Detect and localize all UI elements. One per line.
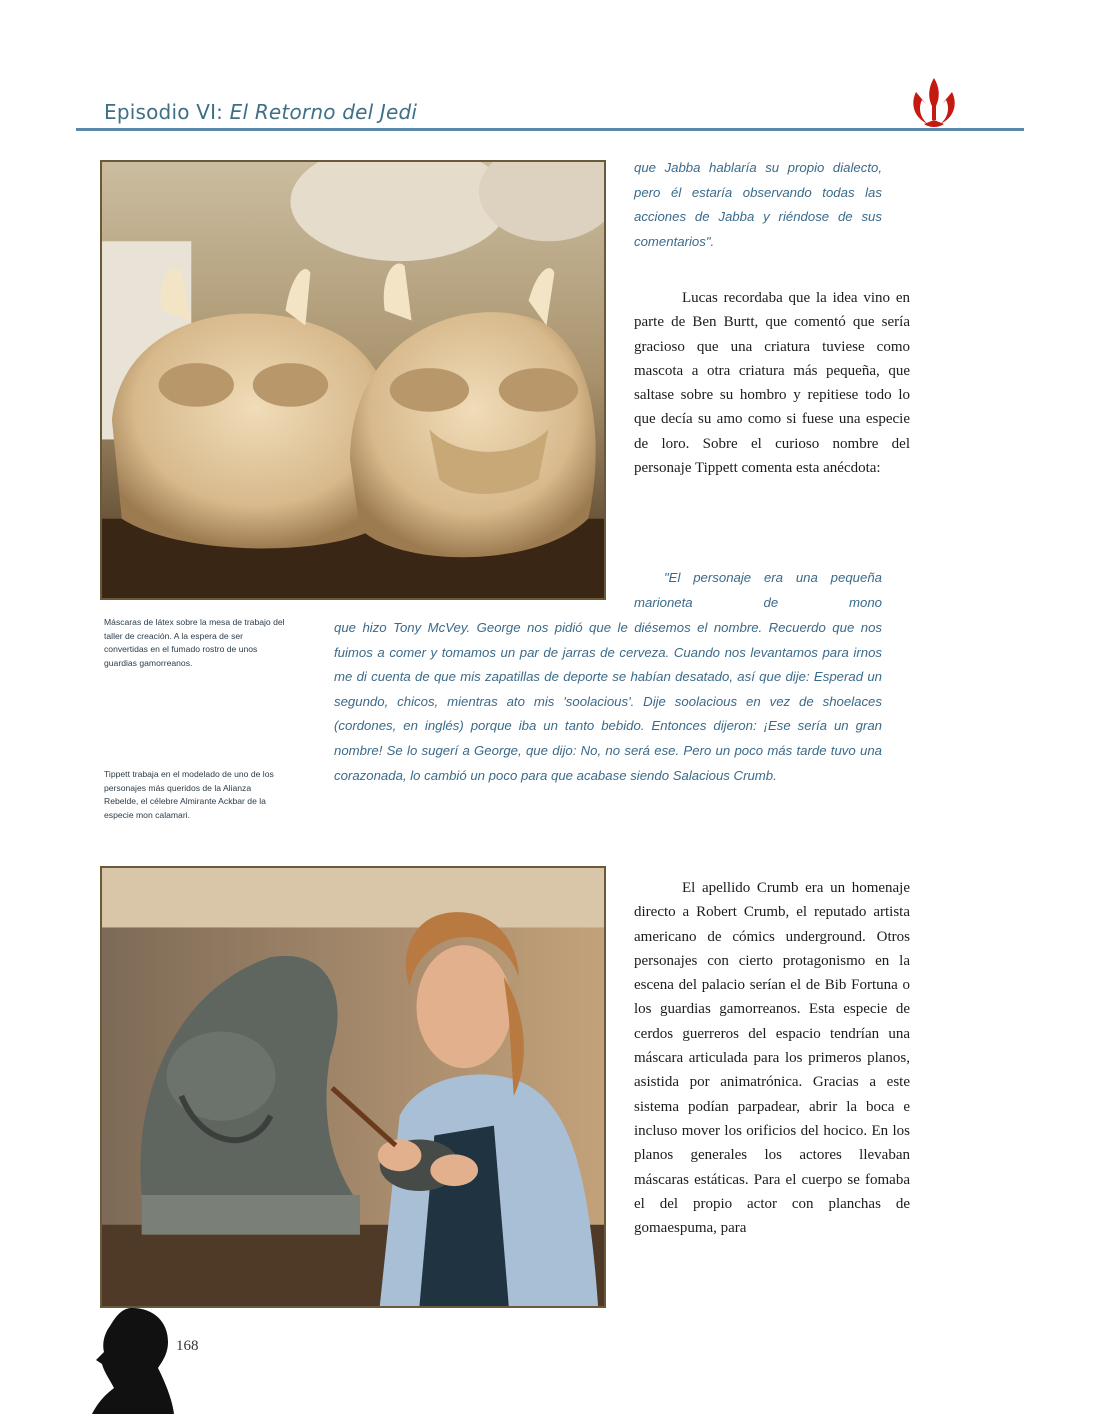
- body-paragraph-1: Lucas recordaba que la idea vino en parte de Ben Burtt, que comentó que sería gracioso que una criatura tuviese como mascota a otra criatura más pequeña, que saltase sobre su hombro y repitiese todo lo que decía su amo como si fuese una especie de loro. Sobre el curioso nombre del personaje Tippett comenta esta anécdota:: [634, 290, 910, 477]
- quote-continuation: que Jabba hablaría su propio dialecto, pero él estaría observando todas las acciones de Jabba y riéndose de sus comentarios".: [634, 160, 882, 249]
- quote-opening: [634, 566, 882, 615]
- caption-latex-masks: Máscaras de látex sobre la mesa de trabajo del taller de creación. A la espera de ser convertidas en el fumado rostro de unos guardias gamorreanos.: [104, 617, 285, 668]
- header-rule: [76, 128, 1024, 131]
- chapter-header-prefix: Episodio VI:: [104, 100, 230, 124]
- chapter-header-title: El Retorno del Jedi: [229, 100, 418, 124]
- body-paragraph-2: El apellido Crumb era un homenaje directo a Robert Crumb, el reputado artista americano de cómics underground. Otros personajes con cierto protagonismo en la escena del palacio serían el de Bib Fortuna o los guardias gamorreanos. Esta especie de cerdos guerreros del espacio tendrían una máscara articulada para los primeros planos, asistida por animatrónica. Gracias a este sistema podían parpadear, abrir la boca e incluso mover los orificios del hocico. En los planos generales los actores llevaban máscaras estáticas. Para el cuerpo se fomaba el del propio actor con planchas de gomaespuma, para: [634, 880, 910, 1237]
- quote-opening-text: "El personaje era una pequeña marioneta de mono: [634, 570, 882, 610]
- chapter-header: [104, 100, 417, 124]
- latex-masks-photo: [100, 160, 606, 600]
- caption-tippett: Tippett trabaja en el modelado de uno de los personajes más queridos de la Alianza Rebelde, el célebre Almirante Ackbar de la especie mon calamari.: [104, 769, 274, 820]
- tippett-sculpting-photo: [100, 866, 606, 1308]
- rebel-alliance-insignia-icon: [906, 74, 962, 130]
- page-number: 168: [176, 1338, 199, 1354]
- hooded-profile-silhouette-icon: [92, 1308, 174, 1414]
- salacious-crumb-quote: que hizo Tony McVey. George nos pidió que le diésemos el nombre. Recuerdo que nos fuimos a comer y tomamos un par de jarras de cerveza. Cuando nos levantamos para irnos me di cuenta de que mis zapatillas de deporte se habían desatado, así que dije: Esperad un segundo, chicos, mientras ato mis 'soolacious'. Dije soolacious en vez de shoelaces (cordones, en inglés) porque iba un tanto bebido. Entonces dijeron: ¡Ese sería un gran nombre! Se lo sugerí a George, que dijo: No, no será ese. Pero un poco más tarde tuvo una corazonada, lo cambió un poco para que acabase siendo Salacious Crumb.: [334, 620, 882, 783]
